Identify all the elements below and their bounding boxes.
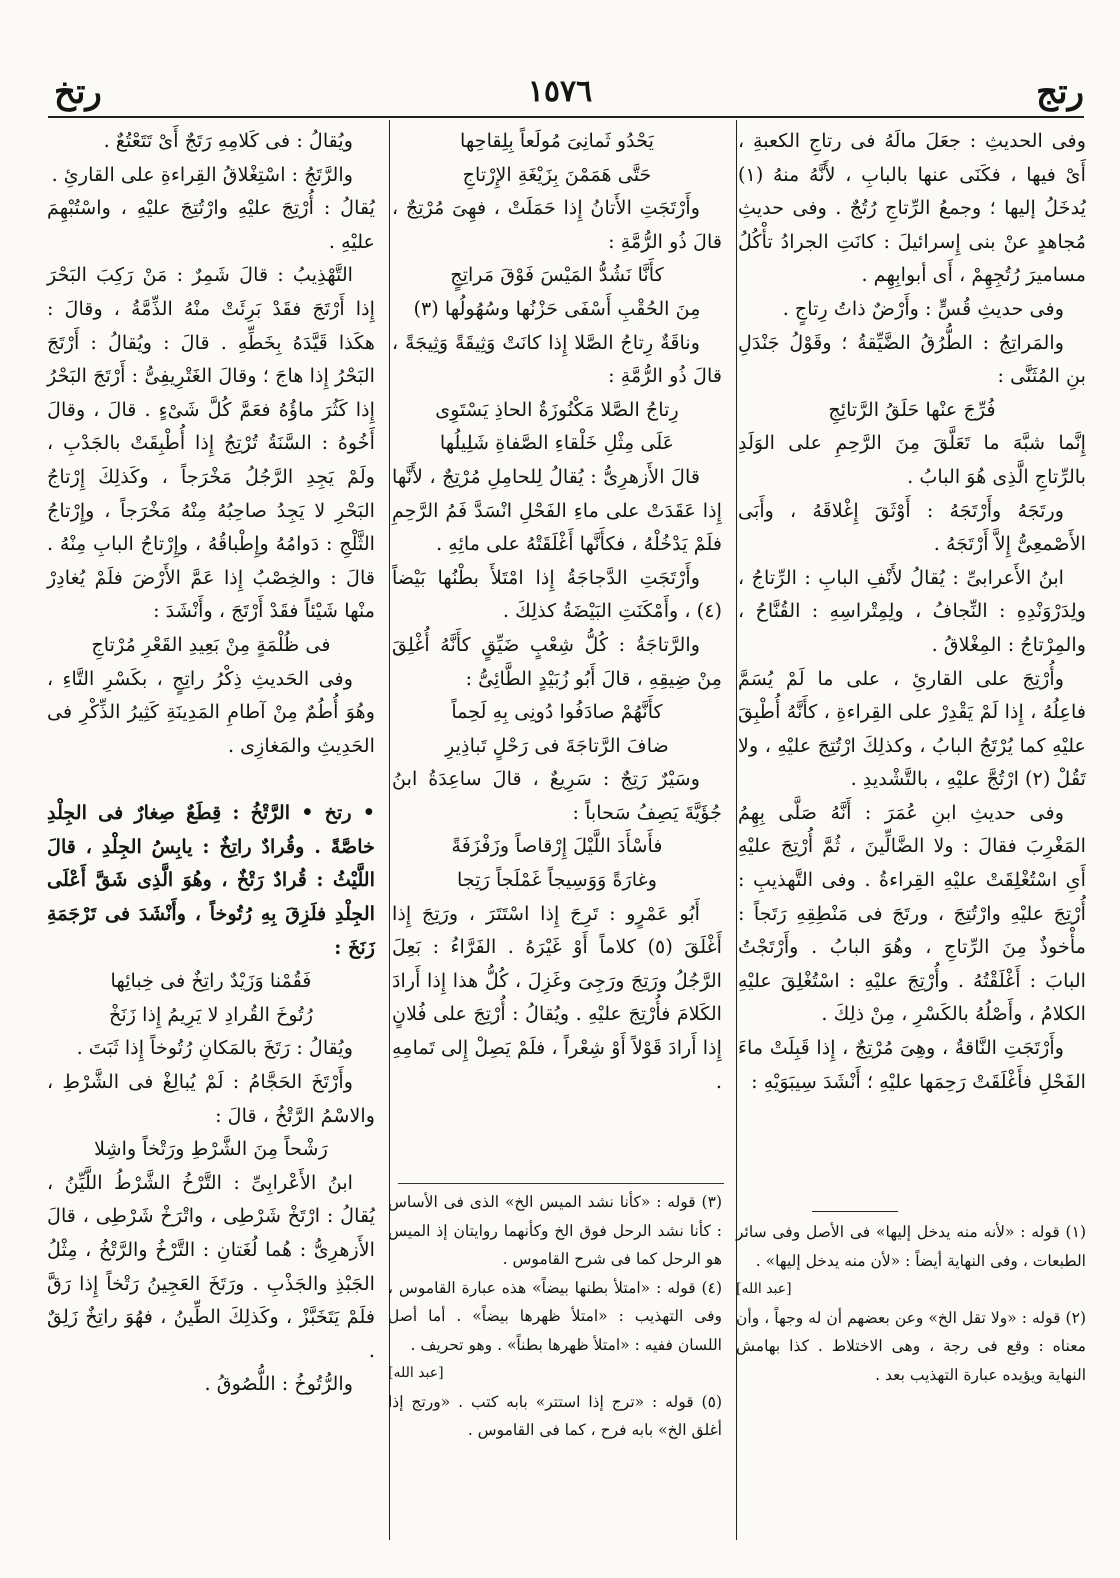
paragraph: وفى الحديثِ : جعَلَ مالَهُ فى رتاجِ الكعبةِ ، أَىْ فيها ، فكَنَى عنها بالبابِ ، لأَنَّهُ منهُ (١) يُدخَلُ إليها ؛ وجمعُ الرِّتاجِ رُتُجٌ . وفى حديثِ مُجاهدٍ عنْ بنى إِسرائيلَ : كانَتِ الجرادُ تأْكُلُ مساميرَ رُتُجِهِمْ ، أَى أبوابِهِم . xyxy=(738,129,1086,287)
header-rule xyxy=(48,116,1084,118)
footnote: (١) قوله : «لأنه منه يدخل إليها» فى الأصل وفى سائر الطبعات ، وفى النهاية أيضاً : «لأن منه يدخل إليها» . xyxy=(736,1223,1086,1270)
verse-line: رُتُوخَ القُرادِ لا يَرِيمُ إِذا زَنَخْ xyxy=(109,1002,313,1026)
paragraph: إِنَّما شبَّهَ ما تَعَلَّقَ مِنَ الرَّحِمِ على الوَلَدِ بالرِّتاجِ الَّذِى هُوَ البابُ . xyxy=(738,431,1086,488)
verse-line: يَحْدُو ثَمانِىَ مُولَعاً بِلِقاحِها xyxy=(460,129,654,152)
verse-line: فى ظُلْمَةٍ مِنْ بَعِيدِ القَعْرِ مُرْتاجِ xyxy=(91,632,331,656)
paragraph: وأَرْتَجَتِ الأَتانُ إِذا حَمَلَتْ ، فهِىَ مُرْتِجٌ ، قالَ ذُو الرُّمَّةِ : xyxy=(392,196,722,253)
paragraph: ابنُ الأَعرابىِّ : يُقالُ لأَنْفِ البابِ : الرِّتاجُ ، ولِدَرْوَنْدِهِ : النِّجافُ ، ولِمِتْراسِهِ : القُنَّاحُ ، والمِرْتاجُ : المِغْلاقُ . xyxy=(738,565,1086,656)
verse-line: عَلَى مِثْلِ خَلْقاءِ الصَّفاةِ شَلِيلُها xyxy=(439,431,675,455)
verse-line: فُرِّجَ عنْها حَلَقُ الرَّتائِجِ xyxy=(828,397,996,421)
paragraph: وأَرْتَجَتِ النَّاقةُ ، وهِىَ مُرْتِجٌ ، إِذا قَبِلَتْ ماءَ الفَحْلِ فأَغْلَقَتْ رَحِمَها عليْهِ ؛ أَنْشَدَ سِيبَوَيْهِ : xyxy=(738,1036,1086,1093)
running-head-right: رتج xyxy=(1036,72,1084,112)
column-left xyxy=(47,124,375,1574)
footnote: (٥) قوله : «ترج إذا استتر» بابه كتب . «ورتج إذا أغلق الخ» بابه فرح ، كما فى القاموس . xyxy=(388,1392,722,1439)
editor-signature: [عبد الله] xyxy=(388,1365,444,1381)
paragraph: والرَّتَجُ : اسْتِغْلاقُ القِراءةِ على القارئِ . xyxy=(51,162,353,186)
paragraph: ويُقالُ : فى كَلامِهِ رَتَجٌ أَىْ تَتَعْتُعٌ . xyxy=(103,129,353,152)
footnotes-right xyxy=(736,1218,1086,1389)
verse-line: رِتاجُ الصَّلا مَكْنُوزَةُ الحاذِ يَسْتَوِى xyxy=(435,397,679,421)
paragraph: وفى حديثِ ابنِ عُمَرَ : أَنَّهُ صَلَّى بِهِمُ المَغْرِبَ فقالَ : ولا الضَّالِّينَ ، ثُمَّ أُرْتِجَ عليْهِ أَىِ اسْتُغْلِقَتْ عليْهِ القِراءةُ . وفى التَّهذيبِ : أُرْتِجَ عليْهِ وارْتُتِجَ ، ورتَجَ فى مَنْطِقِهِ رَتَجاً : مأْخوذٌ مِنَ الرِّتاجِ ، وهُوَ البابُ . وأَرْتَجْتُ البابَ : أَغْلَقْتُهُ . وأُرْتِجَ عليْهِ : اسْتُغْلِقَ عليْهِ الكلامُ ، وأَصْلُهُ بالكَسْرِ ، مِنْ ذلِكَ . xyxy=(738,800,1086,1026)
running-head-left: رتخ xyxy=(54,72,102,112)
paragraph: أَبُو عَمْرٍو : تَرِجَ إِذا اسْتَتَرَ ، ورَتِجَ إِذا أَغْلَقَ (٥) كلاماً أَوْ غَيْرَهُ . الفَرَّاءُ : بَعِلَ الرَّجُلُ ورَتِجَ ورَجِىَ وغَزِلَ ، كُلُّ هذا إِذا أَرادَ الكَلامَ فأُرْتِجَ عليْهِ . ويُقالُ : أُرْتِجَ على فُلانٍ إِذا أَرادَ قَوْلاً أَوْ شِعْراً ، فلَمْ يَصِلْ إِلى تَمامِهِ . xyxy=(392,901,722,1093)
paragraph: وناقَةٌ رِتاجُ الصَّلا إِذا كانَتْ وَثِيقَةً وَثِيجَةً ، قالَ ذُو الرُّمَّةِ : xyxy=(392,330,722,388)
column-center xyxy=(392,124,722,1190)
paragraph: والمَراتِجُ : الطُّرُقُ الضَّيِّقةُ ؛ وقَوْلُ جَنْدَلِ بنِ المُثَنَّى : xyxy=(738,330,1086,388)
paragraph: والرَّتاجَةُ : كُلُّ شِعْبٍ ضَيِّقٍ كأَنَّهُ أُغْلِقَ مِنْ ضِيقِهِ ، قالَ أَبُو زُبَيْدٍ الطَّائِىُّ : xyxy=(392,632,722,690)
paragraph: ورتَجَهُ وأَرْتَجَهُ : أَوْثَقَ إِغْلاقَهُ ، وأَبَى الأَصْمعِىُّ إِلاَّ أَرْتَجَهُ . xyxy=(738,498,1086,556)
verse-line: فأَسْأَدَ اللَّيْلَ إِرْقاصاً وزَفْزَفَةً xyxy=(451,834,663,858)
paragraph: وفى الحَديثِ ذِكْرُ راتِجٍ ، بكَسْرِ التَّاءِ ، وهُوَ أُطُمٌ مِنْ آطامِ المَدِينَةِ كَثِيرُ الذِّكْرِ فى الحَدِيثِ والمَغازِى . xyxy=(47,666,375,757)
paragraph: قالَ الأَزهرِىُّ : يُقالُ لِلحامِلِ مُرْتِجٌ ، لأَنَّها إِذا عَقَدَتْ على ماءِ الفَحْلِ انْسَدَّ فَمُ الرَّحِمِ فلَمْ يَدْخُلْهُ ، فكأَنَّها أَغْلَقَتْهُ على مائِهِ . xyxy=(392,464,722,556)
entry-heading-paragraph: • رتخ • الرَّتْخُ : قِطَعٌ صِغارٌ فى الجِلْدِ خاصَّةً . وقُرادٌ راتِخٌ : يابِسُ الجِلْدِ ، قالَ اللَّيْثُ : قُرادٌ رَتْخٌ ، وهُوَ الَّذِى شَقَّ أَعْلَى الجِلْدِ فلَزِقَ بِهِ رُتُوخاً ، وأَنْشَدَ فى تَرْجَمَةِ زَنَخَ : xyxy=(47,801,375,959)
verse-line: كأَنَّا نَشُدُّ المَيْسَ فَوْقَ مَراتِجٍ xyxy=(450,263,664,287)
verse-line: ضافَ الرَّتاجَةَ فى رَحْلٍ تَباذِيرِ xyxy=(445,733,669,757)
verse-line: رَشْحاً مِنَ الشَّرْطِ ورَتْخاً واشِلا xyxy=(94,1137,328,1161)
paragraph: التَّهْذِيبُ : قالَ شَمِرٌ : مَنْ رَكِبَ البَحْرَ إِذا أَرْتَجَ فقَدْ بَرِئَتْ منْهُ الذِّمَّةُ ، وقالَ : هكَذا قَيَّدَهُ بِخَطِّهِ . قالَ : ويُقالُ : أَرْتَجَ البَحْرُ إِذا هاجَ ؛ وقالَ الغَتْرِيفِىُّ : أَرْتَجَ البَحْرُ إِذا كَثُرَ ماؤُهُ فعَمَّ كُلَّ شَىْءٍ . قالَ ، وقالَ أَخُوهُ : السَّنَةُ تُرْتِجُ إِذا أُطْبِقَتْ بالجَدْبِ ، ولَمْ يَجِدِ الرَّجُلُ مَخْرَجاً ، وكَذلِكَ إِرْتاجُ البَحْرِ لا يَجِدُ صاحِبُهُ مِنْهُ مَخْرَجاً ، وإِرْتاجُ الثَّلْجِ : دَوامُهُ وإِطْباقُهُ ، وإِرْتاجُ البابِ مِنْهُ . قالَ : والخِصْبُ إِذا عَمَّ الأَرْضَ فلَمْ يُغادِرْ منْها شَيْئاً فقَدْ أَرْتَجَ ، وأَنْشَدَ : xyxy=(47,263,375,623)
footnote-rule-center xyxy=(398,1183,724,1184)
column-right xyxy=(738,124,1086,1209)
paragraph: وأُرْتِجَ على القارئِ ، على ما لَمْ يُسَمَّ فاعِلُهُ ، إِذا لَمْ يَقْدِرْ على القِراءةِ ، كأَنَّهُ أُطْبِقَ عليْهِ كما يُرْتَجُ البابُ ، وكذلِكَ ارْتُتِجَ عليْهِ ، ولا تَقُلْ (٢) ارْتُجَّ عليْهِ ، بالتَّشْديدِ . xyxy=(738,666,1086,791)
footnote: (٣) قوله : «كأنا نشد الميس الخ» الذى فى الأساس : كأنا نشد الرحل فوق الخ وكأنهما روايتان إذ الميس هو الرحل كما فى شرح القاموس . xyxy=(388,1193,722,1268)
editor-signature: [عبد الله] xyxy=(736,1281,792,1297)
paragraph: وأَرْتَخَ الحَجَّامُ : لَمْ يُبالِغْ فى الشَّرْطِ ، والاسْمُ الرَّتْخُ ، قالَ : xyxy=(47,1070,375,1127)
footnote: (٤) قوله : «امتلأ بطنها بيضاً» هذه عبارة القاموس ، وفى التهذيب : «امتلأ ظهرها بيضاً» . أما أصل اللسان ففيه : «امتلأ ظهرها بطناً» . وهو تحريف . xyxy=(388,1278,722,1354)
paragraph: ابنُ الأَعْرابِىِّ : التَّرْخُ الشَّرْطُ اللَّيِّنُ ، يُقالُ : ارْتَخْ شَرْطِى ، واتْرَخْ شَرْطِى ، قالَ الأَزهرِىُّ : هُما لُغَتانِ : التَّرْخُ والرَّتْخُ ، مِثْلُ الجَبْذِ والجَذْبِ . ورَتَخَ العَجِينُ رَتْخاً إِذا رَقَّ فلَمْ يَتَخَبَّزْ ، وكَذلِكَ الطِّينُ ، فهُوَ راتِخٌ زَلِقٌ . xyxy=(47,1170,375,1362)
footnote-rule-right xyxy=(812,1211,898,1212)
verse-line: مِنَ الحُقْبِ أَسْفَى حَزْنُها وسُهُولُها (٣) xyxy=(413,296,701,320)
footnotes-center xyxy=(388,1188,722,1445)
paragraph: وفى حديثِ قُسٍّ : وأَرْضٌ ذاتُ رِتاجٍ . xyxy=(782,296,1064,320)
paragraph: ويُقالُ : رَتَخَ بالمَكانِ رُتُوخاً إِذا ثَبَتَ . xyxy=(76,1036,353,1060)
paragraph: والرُّتُوخُ : اللُّصُوقُ . xyxy=(204,1372,353,1396)
verse-line: حَتَّى هَمَمْنَ بِزَيْغَةِ الإِرْتاجِ xyxy=(462,162,652,186)
paragraph: يُقالُ : أُرْتِجَ عليْهِ وارْتُتِجَ عليْهِ ، واسْتُبْهِمَ عليْهِ . xyxy=(47,196,375,253)
footnote: (٢) قوله : «ولا تقل الخ» وعن بعضهم أن له وجهاً ، وأن معناه : وقع فى رجة ، وهى الاختلاط . كذا بهامش النهاية ويؤيده عبارة التهذيب بعد . xyxy=(736,1308,1086,1384)
paragraph: وسَيْرٌ رَتِجٌ : سَرِيعٌ ، قالَ ساعِدَةُ ابنُ جُؤَيَّةَ يَصِفُ سَحاباً : xyxy=(392,767,722,824)
page-number: ١٥٧٦ xyxy=(527,74,593,109)
verse-line: فَقُمْنا وَزَيْدٌ راتِخٌ فى خِبائِها xyxy=(110,969,312,993)
verse-line: كأَنَّهُمْ صادَفُوا دُونِى بِهِ لَحِماً xyxy=(451,700,663,724)
paragraph: وأَرْتَجَتِ الدَّجاجَةُ إِذا امْتَلأَ بطْنُها بَيْضاً (٤) ، وأَمْكَنَتِ البَيْضَةُ كذلِكَ . xyxy=(392,565,722,623)
verse-line: وغارَةً وَوَسِيجاً غَمْلَجاً رَتِجا xyxy=(457,868,657,892)
